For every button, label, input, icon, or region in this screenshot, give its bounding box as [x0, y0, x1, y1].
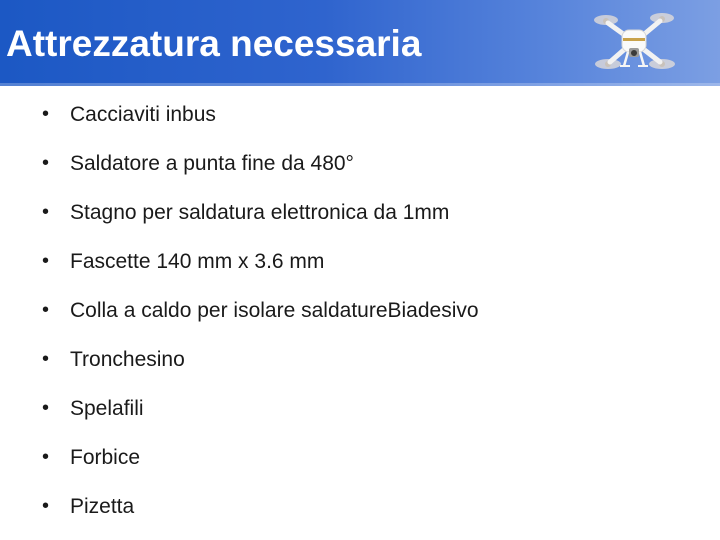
list-item	[0, 335, 479, 384]
bullet-marker: •	[42, 152, 50, 174]
list-item	[0, 139, 479, 188]
bullet-marker: •	[42, 348, 50, 370]
bullet-marker: •	[42, 299, 50, 321]
list-item-text: Cacciaviti inbus	[70, 102, 216, 126]
list-item	[0, 482, 479, 531]
bullet-marker: •	[42, 103, 50, 125]
list-item	[0, 384, 479, 433]
list-item	[0, 286, 479, 335]
drone-icon	[592, 4, 676, 80]
list-item	[0, 188, 479, 237]
list-item-text: Forbice	[70, 445, 141, 469]
list-item-text: Saldatore a punta fine da 480°	[70, 151, 354, 175]
list-item-text: Colla a caldo per isolare saldatureBiadesivo	[70, 298, 479, 322]
list-item-text: Spelafili	[70, 396, 144, 420]
slide-title: Attrezzatura necessaria	[6, 23, 422, 64]
list-item-text: Tronchesino	[70, 347, 185, 371]
bullet-marker: •	[42, 201, 50, 223]
bullet-list	[0, 90, 479, 531]
bullet-marker: •	[42, 495, 50, 517]
bullet-marker: •	[42, 250, 50, 272]
list-item-text: Stagno per saldatura elettronica da 1mm	[70, 200, 450, 224]
list-item	[0, 90, 479, 139]
bullet-marker: •	[42, 397, 50, 419]
bullet-marker: •	[42, 446, 50, 468]
list-item	[0, 433, 479, 482]
title-bar	[0, 0, 720, 86]
list-item-text: Pizetta	[70, 494, 135, 518]
list-item-text: Fascette 140 mm x 3.6 mm	[70, 249, 325, 273]
list-item	[0, 237, 479, 286]
